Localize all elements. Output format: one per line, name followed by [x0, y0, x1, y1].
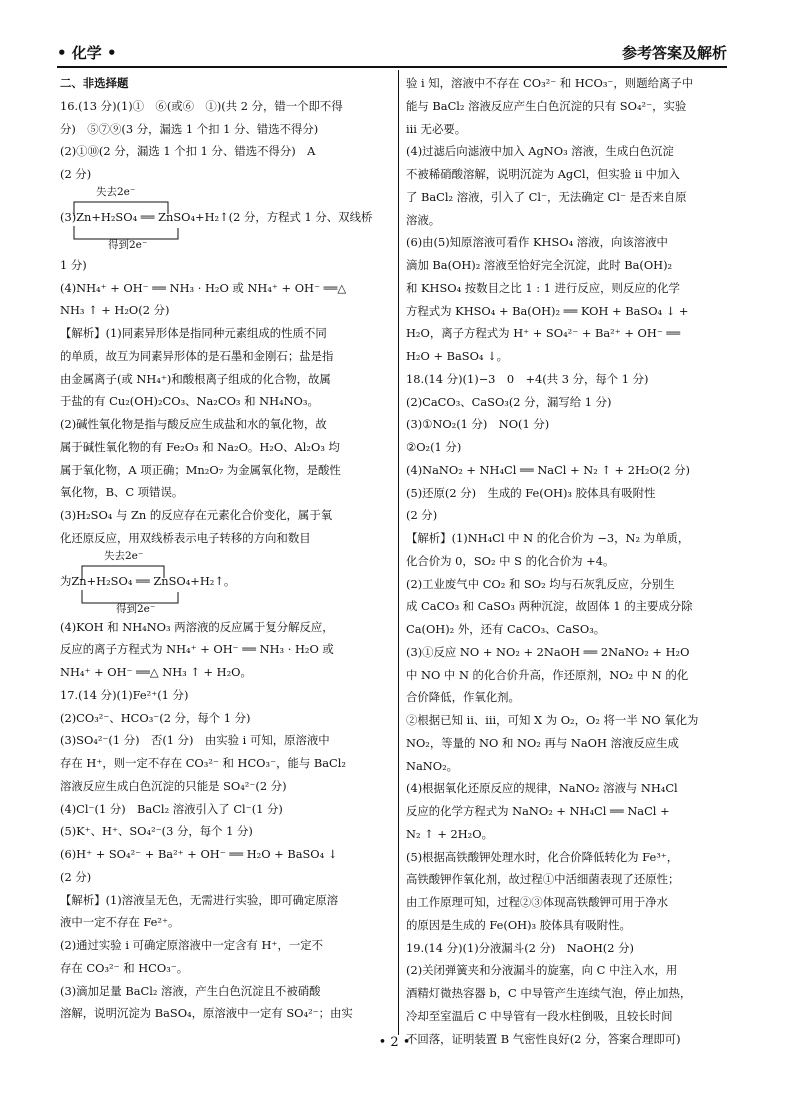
text-line: 18.(14 分)(1)−3 0 +4(共 3 分，每个 1 分)	[406, 371, 649, 386]
text-line: (5)根据高铁酸钾处理水时，化合价降低转化为 Fe³⁺，	[406, 849, 679, 864]
text-line: 高铁酸钾作氧化剂，故过程①中活细菌表现了还原性；	[406, 872, 680, 887]
text-line: 溶液。	[406, 212, 441, 227]
text-line: 化还原反应，用双线桥表示电子转移的方向和数目	[60, 530, 311, 545]
right-column	[406, 72, 728, 1050]
text-line: (6)由(5)知原溶液可看作 KHSO₄ 溶液，向该溶液中	[406, 235, 668, 250]
text-line: 酒精灯微热容器 b，C 中导管产生连续气泡，停止加热，	[406, 986, 692, 1000]
text-line: (2)工业废气中 CO₂ 和 SO₂ 均与石灰乳反应，分别生	[406, 576, 675, 591]
text-line: 由工作原理可知，过程②③体现高铁酸钾可用于净水	[406, 895, 668, 909]
text-line: 存在 CO₃²⁻ 和 HCO₃⁻。	[60, 960, 189, 975]
reaction-equation: (3)Zn+H₂SO₄ ══ ZnSO₄+H₂↑(2 分，方程式 1 分、双线桥	[60, 209, 373, 224]
text-line: (2)通过实验 i 可确定原溶液中一定含有 H⁺，一定不	[60, 938, 324, 952]
text-line: (4)KOH 和 NH₄NO₃ 两溶液的反应属于复分解反应，	[60, 619, 334, 634]
text-line: 氧化物，B、C 项错误。	[60, 485, 184, 500]
text-line: 方程式为 KHSO₄ + Ba(OH)₂ ══ KOH + BaSO₄ ↓ +	[406, 303, 689, 318]
page-number: • 2 •	[378, 1035, 411, 1050]
text-line: 【解析】(1)NH₄Cl 中 N 的化合价为 −3，N₂ 为单质，	[406, 531, 690, 545]
text-line: 和 KHSO₄ 按数目之比 1 : 1 进行反应，则反应的化学	[406, 280, 680, 295]
text-line: 1 分)	[60, 257, 87, 272]
reaction-equation: 为Zn+H₂SO₄ ══ ZnSO₄+H₂↑。	[60, 573, 236, 588]
gain-electron-label: 得到2e⁻	[108, 238, 148, 251]
text-line: 验 i 知，溶液中不存在 CO₃²⁻ 和 HCO₃⁻，则题给离子中	[406, 76, 694, 90]
text-line: (4)NaNO₂ + NH₄Cl ══ NaCl + N₂ ↑ + 2H₂O(2 分)	[406, 462, 690, 477]
text-line: (3)滴加足量 BaCl₂ 溶液，产生白色沉淀且不被硝酸	[60, 983, 321, 998]
text-line: NO₂，等量的 NO 和 NO₂ 再与 NaOH 溶液反应生成	[406, 735, 679, 750]
lose-electron-label: 失去2e⁻	[96, 185, 136, 198]
text-line: (2)①⑩(2 分，漏选 1 个扣 1 分、错选不得分) A	[60, 144, 316, 159]
text-line: 16.(13 分)(1)① ⑥(或⑥ ①)(共 2 分，错一个即不得	[60, 98, 343, 113]
text-line: 反应的化学方程式为 NaNO₂ + NH₄Cl ══ NaCl +	[406, 804, 670, 818]
header-rule	[57, 66, 727, 68]
text-line: (4)Cl⁻(1 分) BaCl₂ 溶液引入了 Cl⁻(1 分)	[60, 801, 283, 816]
text-line: (2 分)	[60, 869, 92, 884]
left-column	[60, 72, 392, 1025]
text-line: H₂O + BaSO₄ ↓。	[406, 349, 509, 363]
lose-electron-label: 失去2e⁻	[104, 549, 144, 562]
text-line: 17.(14 分)(1)Fe²⁺(1 分)	[60, 687, 189, 702]
text-line: 【解析】(1)溶液呈无色，无需进行实验，即可确定原溶	[60, 892, 339, 907]
section-title: 参考答案及解析	[621, 44, 727, 62]
text-line: (4)NH₄⁺ + OH⁻ ══ NH₃ · H₂O 或 NH₄⁺ + OH⁻ ══△	[60, 280, 347, 295]
text-line: 成 CaCO₃ 和 CaSO₃ 两种沉淀，故固体 1 的主要成分除	[406, 599, 693, 614]
text-line: 了 BaCl₂ 溶液，引入了 Cl⁻，无法确定 Cl⁻ 是否来自原	[406, 189, 687, 204]
text-line: 液中一定不存在 Fe²⁺。	[60, 915, 180, 930]
text-line: 属于氧化物，A 项正确；Mn₂O₇ 为金属氧化物，是酸性	[60, 462, 341, 477]
text-line: iii 无必要。	[406, 121, 467, 136]
text-line: 合价降低，作氧化剂。	[406, 690, 520, 705]
text-line: 溶液反应生成白色沉淀的只能是 SO₄²⁻(2 分)	[60, 778, 287, 793]
text-line: 19.(14 分)(1)分液漏斗(2 分) NaOH(2 分)	[406, 940, 634, 955]
text-line: (2 分)	[60, 167, 92, 181]
text-line: Ca(OH)₂ 外，还有 CaCO₃、CaSO₃。	[406, 622, 606, 636]
text-line: (2 分)	[406, 508, 438, 523]
text-line: (3)①NO₂(1 分) NO(1 分)	[406, 417, 550, 432]
text-line: (4)过滤后向滤液中加入 AgNO₃ 溶液，生成白色沉淀	[406, 144, 674, 159]
text-line: (2)关闭弹簧夹和分液漏斗的旋塞，向 C 中注入水，用	[406, 963, 678, 978]
text-line: (6)H⁺ + SO₄²⁻ + Ba²⁺ + OH⁻ ══ H₂O + BaSO₄ ↓	[60, 847, 338, 861]
text-line: 由金属离子(或 NH₄⁺)和酸根离子组成的化合物，故属	[60, 371, 331, 386]
text-line: 的原因是生成的 Fe(OH)₃ 胶体具有吸附性。	[406, 917, 631, 932]
text-line: (2)CaCO₃、CaSO₃(2 分，漏写给 1 分)	[406, 394, 612, 409]
text-line: 【解析】(1)同素异形体是指同种元素组成的性质不同	[60, 326, 327, 340]
text-line: ②O₂(1 分)	[406, 440, 462, 454]
text-line: 冷却至室温后 C 中导管有一段水柱倒吸，且较长时间	[406, 1008, 673, 1023]
text-line: NaNO₂。	[406, 758, 459, 773]
text-line: 二、非选择题	[60, 76, 129, 90]
text-line: ②根据已知 ii、iii，可知 X 为 O₂，O₂ 将一半 NO 氧化为	[406, 713, 699, 727]
text-line: (5)还原(2 分) 生成的 Fe(OH)₃ 胶体具有吸附性	[406, 485, 656, 500]
text-line: (3)SO₄²⁻(1 分) 否(1 分) 由实验 i 可知，原溶液中	[60, 733, 330, 748]
text-line: 于盐的有 Cu₂(OH)₂CO₃、Na₂CO₃ 和 NH₄NO₃。	[60, 394, 319, 409]
text-line: (2)碱性氧化物是指与酸反应生成盐和水的氧化物，故	[60, 417, 327, 431]
text-line: (5)K⁺、H⁺、SO₄²⁻(3 分，每个 1 分)	[60, 824, 253, 839]
text-line: 的单质，故互为同素异形体的是石墨和金刚石；盐是指	[60, 348, 334, 363]
text-line: 存在 H⁺，则一定不存在 CO₃²⁻ 和 HCO₃⁻，能与 BaCl₂	[60, 756, 346, 770]
text-line: (4)根据氧化还原反应的规律，NaNO₂ 溶液与 NH₄Cl	[406, 781, 678, 796]
subject-label: • 化学 •	[57, 44, 117, 62]
text-line: 能与 BaCl₂ 溶液反应产生白色沉淀的只有 SO₄²⁻，实验	[406, 98, 687, 113]
text-line: 分) ⑤⑦⑨(3 分，漏选 1 个扣 1 分、错选不得分)	[60, 121, 319, 136]
text-line: 滴加 Ba(OH)₂ 溶液至恰好完全沉淀，此时 Ba(OH)₂	[406, 258, 673, 272]
q16-3-diagram	[60, 186, 392, 254]
text-line: 溶解，说明沉淀为 BaSO₄，原溶液中一定有 SO₄²⁻；由实	[60, 1006, 353, 1021]
text-line: 不被稀硝酸溶解，说明沉淀为 AgCl，但实验 ii 中加入	[406, 167, 680, 181]
text-line: NH₄⁺ + OH⁻ ══△ NH₃ ↑ + H₂O。	[60, 665, 252, 679]
text-line: 属于碱性氧化物的有 Fe₂O₃ 和 Na₂O。H₂O、Al₂O₃ 均	[60, 439, 340, 454]
text-line: 化合价为 0，SO₂ 中 S 的化合价为 +4。	[406, 553, 615, 568]
text-line: H₂O，离子方程式为 H⁺ + SO₄²⁻ + Ba²⁺ + OH⁻ ══	[406, 326, 681, 341]
text-line: NH₃ ↑ + H₂O(2 分)	[60, 303, 170, 318]
text-line: N₂ ↑ + 2H₂O。	[406, 826, 493, 841]
text-line: 中 NO 中 N 的化合价升高，作还原剂，NO₂ 中 N 的化	[406, 667, 689, 682]
gain-electron-label: 得到2e⁻	[116, 602, 156, 615]
text-line: 不回落，证明装置 B 气密性良好(2 分，答案合理即可)	[406, 1031, 681, 1046]
text-line: (3)H₂SO₄ 与 Zn 的反应存在元素化合价变化，属于氧	[60, 508, 333, 522]
text-line: (2)CO₃²⁻、HCO₃⁻(2 分，每个 1 分)	[60, 710, 251, 725]
text-line: (3)①反应 NO + NO₂ + 2NaOH ══ 2NaNO₂ + H₂O	[406, 644, 690, 659]
column-divider	[398, 70, 399, 1035]
analysis-3-diagram	[60, 550, 392, 616]
text-line: 反应的离子方程式为 NH₄⁺ + OH⁻ ══ NH₃ · H₂O 或	[60, 642, 334, 657]
